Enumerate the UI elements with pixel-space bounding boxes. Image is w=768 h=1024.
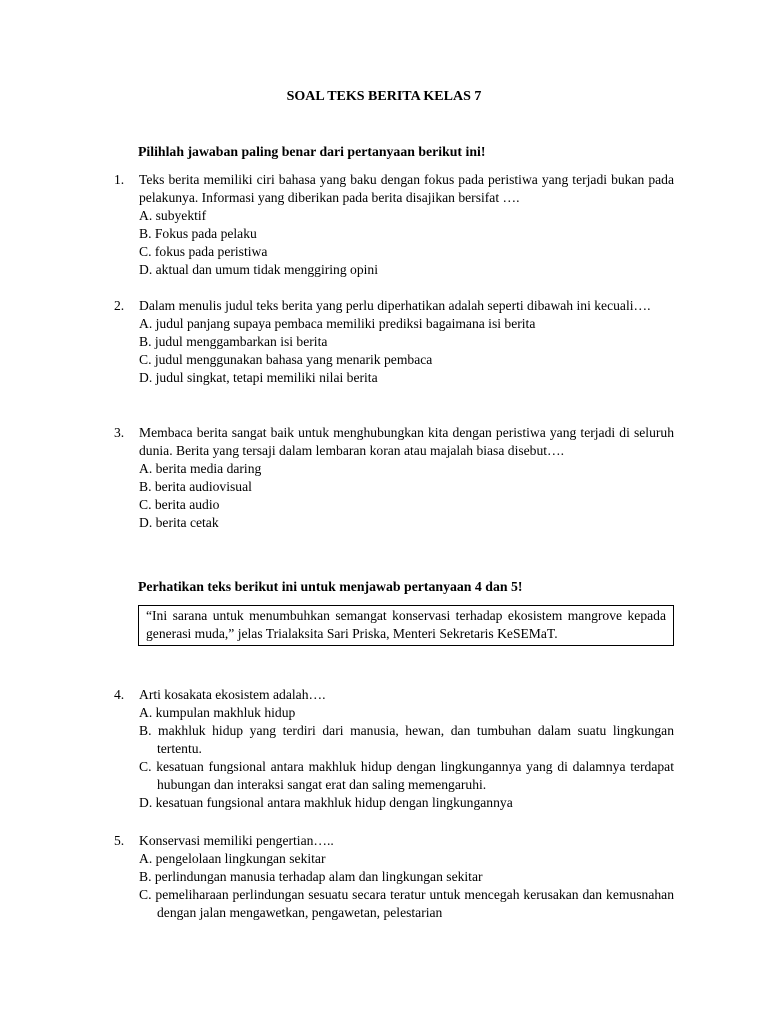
- question-4: [114, 686, 674, 812]
- question-3: [114, 424, 674, 532]
- page-title: SOAL TEKS BERITA KELAS 7: [286, 89, 482, 104]
- option-d: D. judul singkat, tetapi memiliki nilai berita: [139, 370, 378, 385]
- question-text: Teks berita memiliki ciri bahasa yang baku dengan fokus pada peristiwa yang terjadi bukan pada pelakunya. Informasi yang diberikan pada berita disajikan bersifat ….: [139, 172, 674, 205]
- quote-text: “Ini sarana untuk menumbuhkan semangat konservasi terhadap ekosistem mangrove kepada generasi muda,” jelas Trialaksita Sari Priska, Menteri Sekretaris KeSEMaT.: [146, 608, 666, 641]
- option-a: A. kumpulan makhluk hidup: [139, 705, 296, 720]
- instruction-heading-1: Pilihlah jawaban paling benar dari pertanyaan berikut ini!: [138, 144, 486, 159]
- question-text: Membaca berita sangat baik untuk menghubungkan kita dengan peristiwa yang terjadi di seluruh dunia. Berita yang tersaji dalam lembaran koran atau majalah biasa disebut….: [139, 425, 674, 458]
- quote-box: [138, 605, 674, 646]
- option-a: A. judul panjang supaya pembaca memiliki prediksi bagaimana isi berita: [139, 316, 536, 331]
- question-text: Arti kosakata ekosistem adalah….: [139, 687, 326, 702]
- option-b: B. judul menggambarkan isi berita: [139, 334, 328, 349]
- option-a: A. pengelolaan lingkungan sekitar: [139, 851, 326, 866]
- option-d: D. kesatuan fungsional antara makhluk hidup dengan lingkungannya: [139, 795, 513, 810]
- question-number: 1.: [114, 172, 125, 187]
- question-number: 4.: [114, 687, 125, 702]
- question-number: 2.: [114, 298, 125, 313]
- option-a: A. berita media daring: [139, 461, 262, 476]
- option-b: B. Fokus pada pelaku: [139, 226, 257, 241]
- question-text: Dalam menulis judul teks berita yang perlu diperhatikan adalah seperti dibawah ini kecuali….: [139, 298, 651, 313]
- option-b: B. makhluk hidup yang terdiri dari manusia, hewan, dan tumbuhan dalam suatu lingkungan tertentu.: [139, 723, 674, 756]
- instruction-heading-2: Perhatikan teks berikut ini untuk menjawab pertanyaan 4 dan 5!: [138, 579, 523, 594]
- option-d: D. berita cetak: [139, 515, 219, 530]
- option-a: A. subyektif: [139, 208, 207, 223]
- question-2: [114, 297, 674, 387]
- option-b: B. berita audiovisual: [139, 479, 252, 494]
- question-5: [114, 832, 674, 922]
- option-c: C. kesatuan fungsional antara makhluk hidup dengan lingkungannya yang di dalamnya terdapat hubungan dan interaksi sangat erat dan saling memengaruhi.: [139, 759, 674, 792]
- option-c: C. pemeliharaan perlindungan sesuatu secara teratur untuk mencegah kerusakan dan kemusnahan dengan jalan mengawetkan, pengawetan, pelestarian: [139, 887, 674, 920]
- question-text: Konservasi memiliki pengertian…..: [139, 833, 334, 848]
- option-c: C. berita audio: [139, 497, 220, 512]
- question-1: [114, 171, 674, 279]
- option-c: C. judul menggunakan bahasa yang menarik pembaca: [139, 352, 433, 367]
- option-d: D. aktual dan umum tidak menggiring opini: [139, 262, 378, 277]
- option-b: B. perlindungan manusia terhadap alam dan lingkungan sekitar: [139, 869, 483, 884]
- question-number: 5.: [114, 833, 125, 848]
- option-c: C. fokus pada peristiwa: [139, 244, 268, 259]
- question-number: 3.: [114, 425, 125, 440]
